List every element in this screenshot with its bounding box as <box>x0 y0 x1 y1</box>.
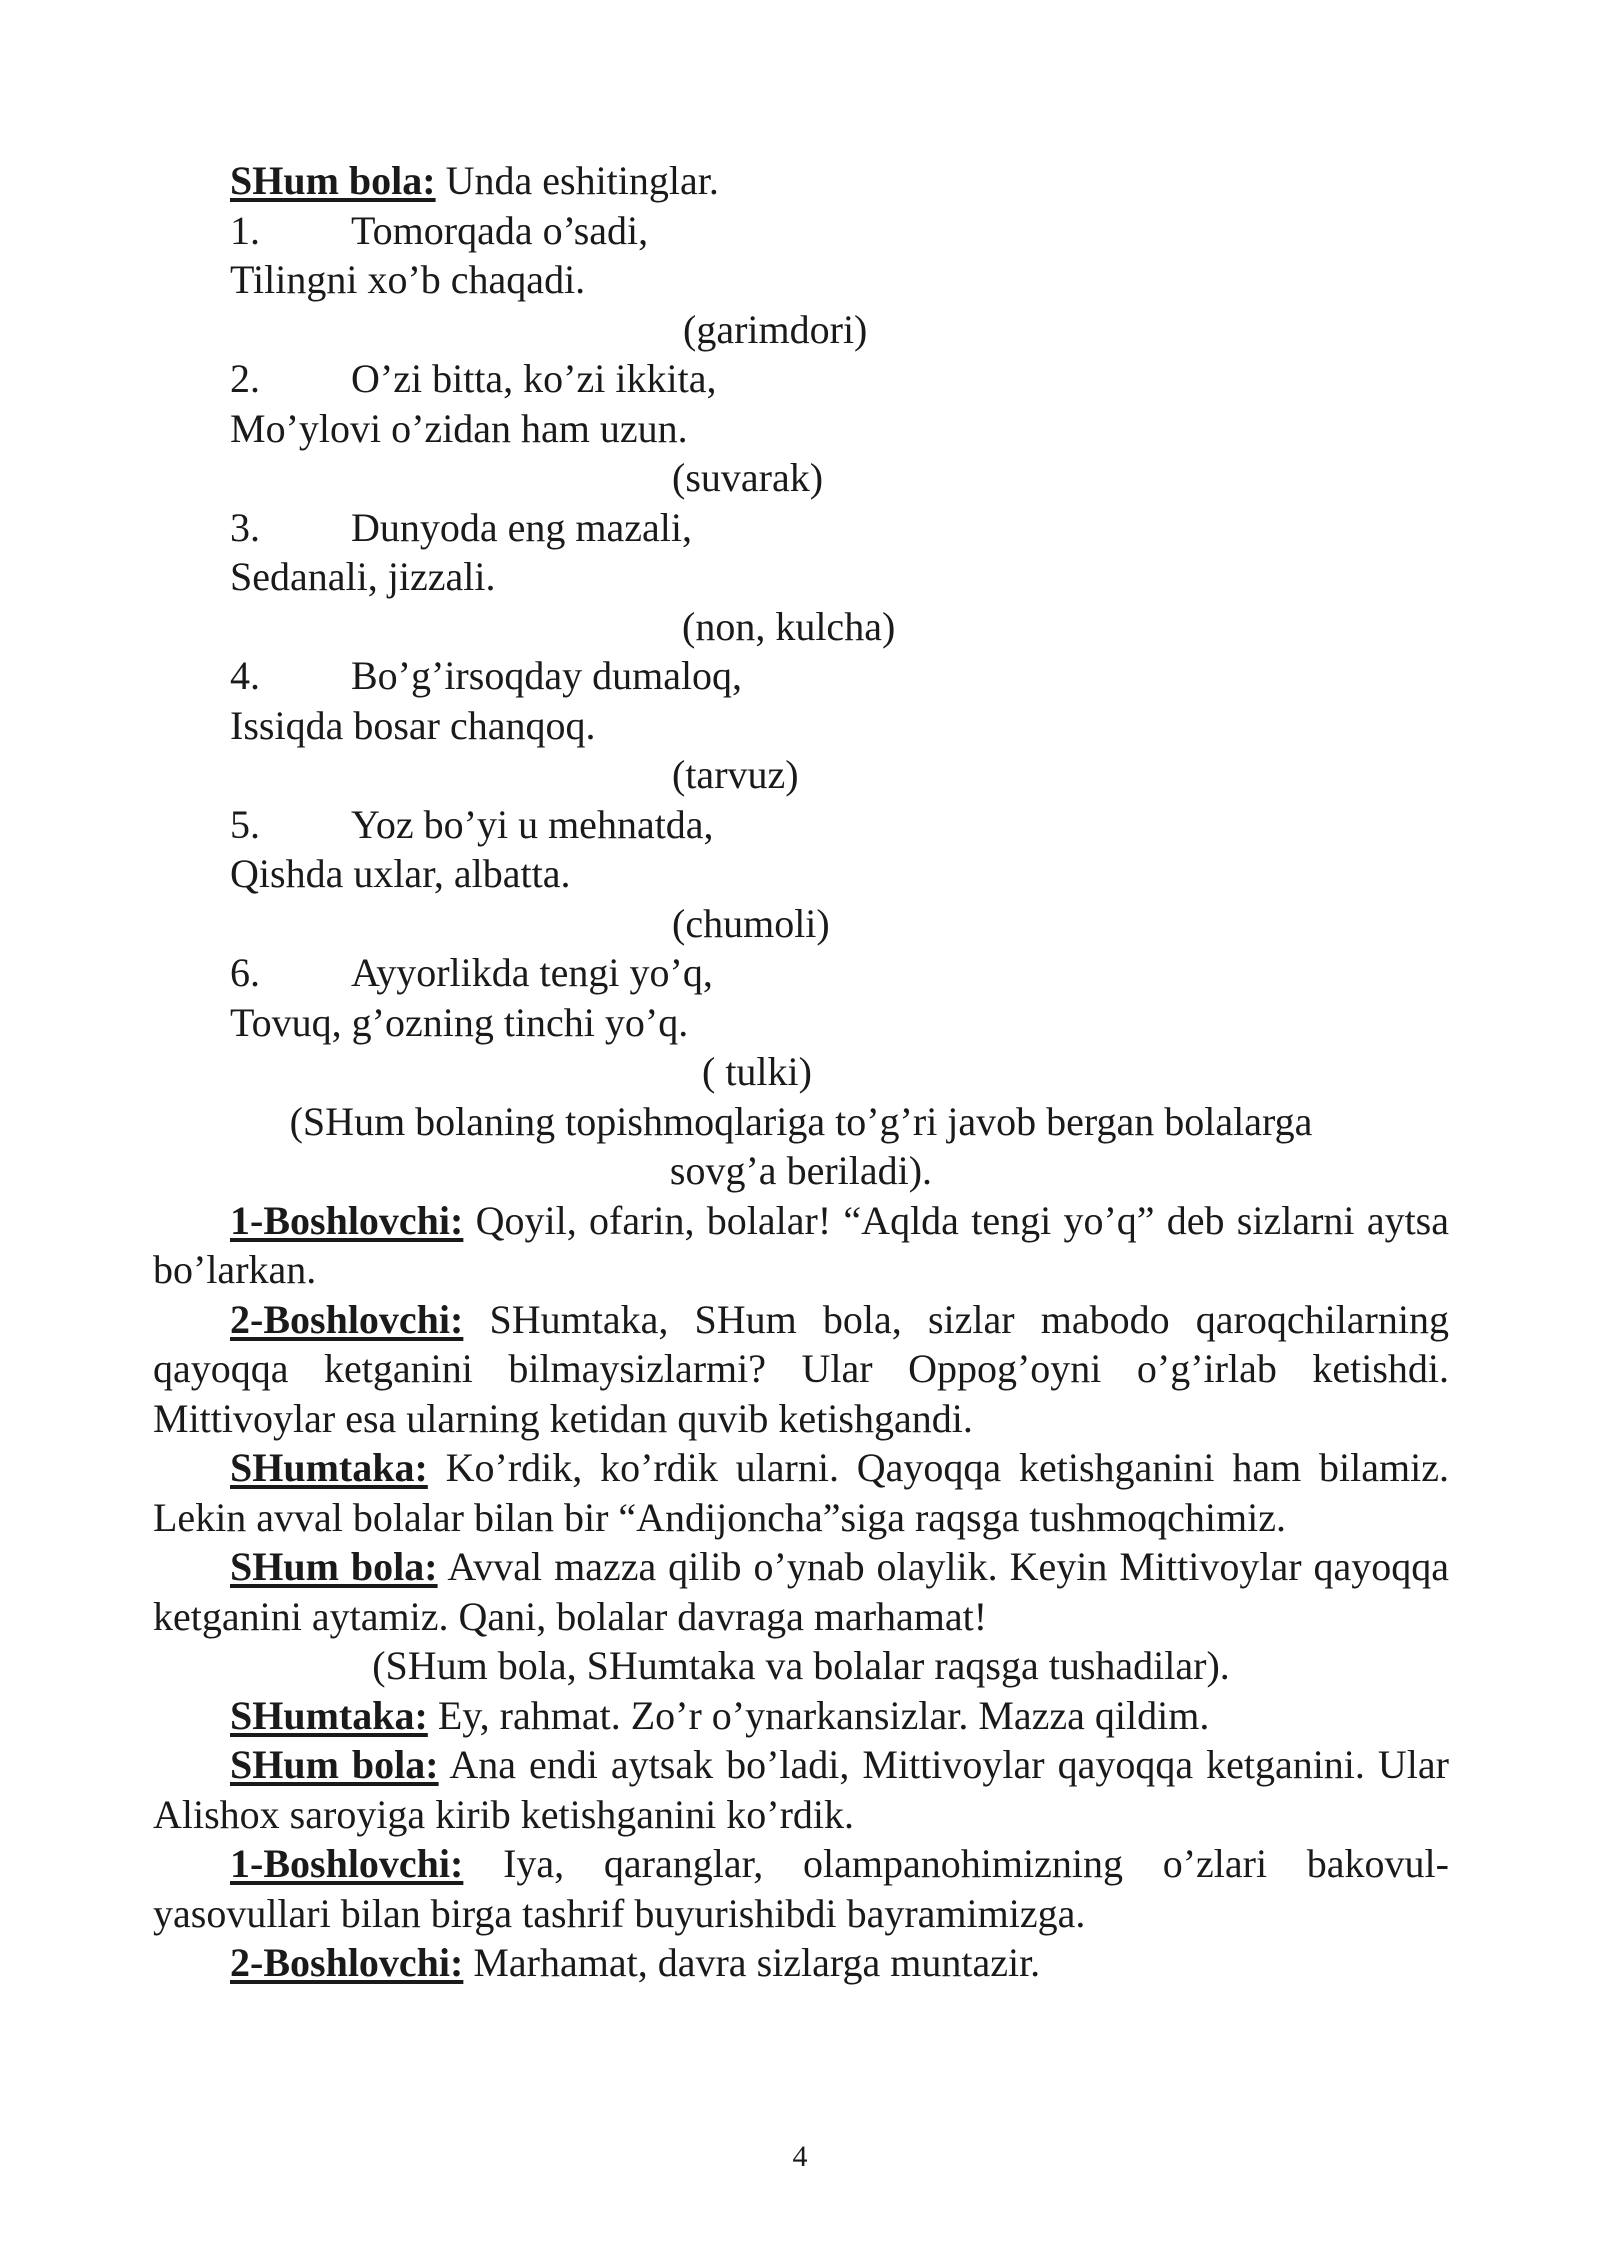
speaker-label: 2-Boshlovchi: <box>230 1940 464 1985</box>
riddle-answer: (suvarak) <box>672 455 824 500</box>
dialogue-line <box>153 1839 1449 1938</box>
speaker-label: 1-Boshlovchi: <box>230 1197 464 1243</box>
speaker-label: SHumtaka: <box>230 1445 428 1490</box>
speaker-label: SHum bola: <box>230 1742 439 1787</box>
riddle-number: 5. <box>230 801 260 847</box>
speech-text: SHumtaka, SHum bola, sizlar mabodo qaroqchilarning qayoqqa ketganini bilmaysizlarmi? Ular Oppog’oyni o’g’irlab ketishdi. Mittivoylar esa ularning ketidan quvib ketishgandi. <box>153 1296 1449 1441</box>
riddle-line-2: Sedanali, jizzali. <box>230 554 496 599</box>
riddle-number: 6. <box>230 950 260 995</box>
riddle-line-1 <box>153 503 1449 553</box>
page-number: 4 <box>792 2140 808 2173</box>
speech-text: Ko’rdik, ko’rdik ularni. Qayoqqa ketishganini ham bilamiz. Lekin avval bolalar bilan bir “Andijoncha”siga raqsga tushmoqchimiz. <box>153 1445 1449 1540</box>
riddle-line-2: Qishda uxlar, albatta. <box>230 851 571 896</box>
dialogue-line <box>153 1938 1449 1988</box>
intro-line <box>153 156 1449 206</box>
riddle-answer: (non, kulcha) <box>682 603 896 649</box>
riddle-line-1 <box>153 800 1449 850</box>
riddle-answer: (chumoli) <box>672 900 830 946</box>
dialogue-line <box>153 1443 1449 1542</box>
dialogue-line <box>153 1542 1449 1641</box>
dialogue-line <box>153 1295 1449 1444</box>
speech-text: Ey, rahmat. Zo’r o’ynarkansizlar. Mazza qildim. <box>427 1692 1210 1738</box>
riddle-answer: (garimdori) <box>683 306 868 352</box>
speaker-label: SHum bola: <box>230 1544 438 1589</box>
riddle-answer: (tarvuz) <box>672 752 799 797</box>
riddle-answer: ( tulki) <box>702 1049 812 1094</box>
riddle <box>153 800 1449 949</box>
riddle <box>153 651 1449 800</box>
riddle-line-2: Tovuq, g’ozning tinchi yo’q. <box>230 999 689 1045</box>
riddle-text: Ayyorlikda tengi yo’q, <box>351 950 713 995</box>
dialogue-line <box>153 1691 1449 1741</box>
riddle-number: 3. <box>230 504 260 550</box>
speech-text: Unda eshitinglar. <box>435 158 719 203</box>
riddle-line-1 <box>153 354 1449 404</box>
speech-text: Qoyil, ofarin, bolalar! “Aqlda tengi yo’q” deb sizlarni aytsa bo’larkan. <box>153 1197 1449 1292</box>
riddle-number: 4. <box>230 653 260 698</box>
riddle-text: O’zi bitta, ko’zi ikkita, <box>351 356 717 401</box>
text-body <box>153 156 1449 1988</box>
speaker-label: 1-Boshlovchi: <box>230 1841 464 1886</box>
riddle-text: Yoz bo’yi u mehnatda, <box>351 801 714 847</box>
riddle-line-1 <box>153 948 1449 998</box>
speaker-label: SHum bola: <box>230 158 436 203</box>
stage-direction: (SHum bolaning topishmoqlariga to’g’ri javob bergan bolalarga sovg’a beriladi). <box>289 1098 1313 1193</box>
riddle-text: Bo’g’irsoqday dumaloq, <box>351 653 743 698</box>
riddle-line-1 <box>153 651 1449 701</box>
dialogue-line <box>153 1740 1449 1839</box>
speech-text: Avval mazza qilib o’ynab olaylik. Keyin Mittivoylar qayoqqa ketganini aytamiz. Qani, bolalar davraga marhamat! <box>153 1544 1449 1639</box>
riddle-line-1 <box>153 206 1449 256</box>
dialogue-line <box>153 1196 1449 1295</box>
speech-text: Ana endi aytsak bo’ladi, Mittivoylar qayoqqa ketganini. Ular Alishox saroyiga kirib ketishganini ko’rdik. <box>153 1742 1449 1837</box>
riddle-text: Dunyoda eng mazali, <box>351 504 692 550</box>
riddle <box>153 503 1449 652</box>
riddle <box>153 206 1449 355</box>
riddle-text: Tomorqada o’sadi, <box>351 207 649 253</box>
riddle-line-2: Mo’ylovi o’zidan ham uzun. <box>230 405 688 451</box>
speaker-label: SHumtaka: <box>230 1692 428 1738</box>
riddle-line-2: Issiqda bosar chanqoq. <box>230 702 596 748</box>
riddle-line-2: Tilingni xo’b chaqadi. <box>230 257 586 302</box>
stage-direction: (SHum bola, SHumtaka va bolalar raqsga tushadilar). <box>372 1643 1230 1688</box>
riddle <box>153 948 1449 1097</box>
speaker-label: 2-Boshlovchi: <box>230 1296 464 1342</box>
riddle-number: 2. <box>230 356 260 401</box>
riddle <box>153 354 1449 503</box>
speech-text: Iya, qaranglar, olampanohimizning o’zlari bakovul-yasovullari bilan birga tashrif buyurishibdi bayramimizga. <box>153 1841 1449 1936</box>
riddle-number: 1. <box>230 207 260 253</box>
speech-text: Marhamat, davra sizlarga muntazir. <box>463 1940 1041 1985</box>
